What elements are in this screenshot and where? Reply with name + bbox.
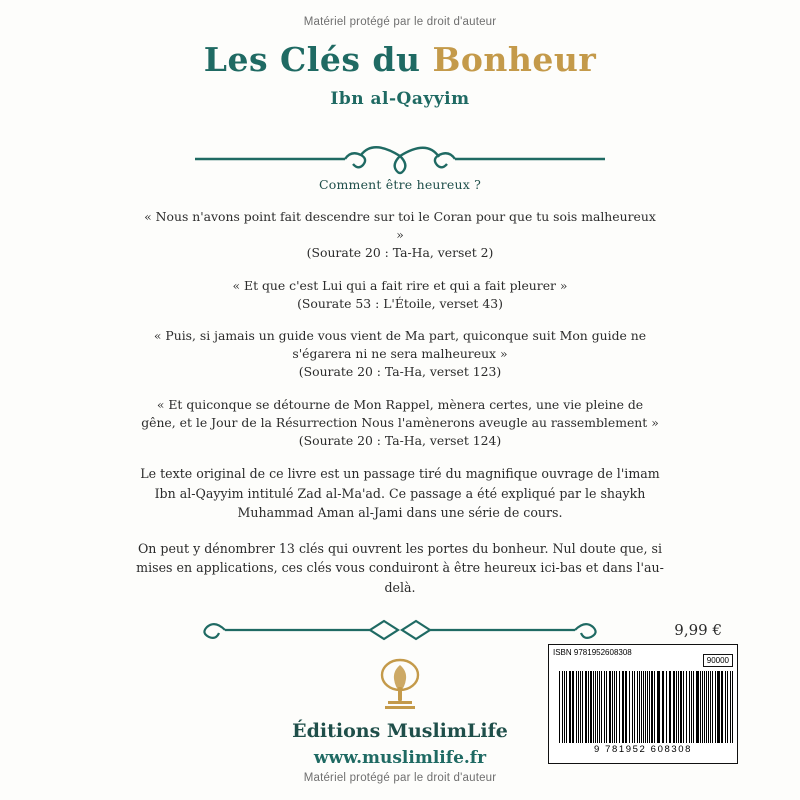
barcode-digits — [553, 744, 733, 755]
description-paragraphs — [135, 464, 665, 597]
paragraph: Le texte original de ce livre est un passage tiré du magnifique ouvrage de l'imam Ibn al-Qayyim intitulé Zad al-Ma'ad. Ce passage a été expliqué par le shaykh Muhammad Aman al-Jami dans une série de cours. — [140, 466, 660, 521]
barcode-digit-left: 9 — [594, 744, 601, 755]
copyright-notice-bottom: Matériel protégé par le droit d'auteur — [303, 772, 497, 784]
quote-item — [140, 277, 660, 314]
page-title-part1: Les Clés du — [203, 40, 433, 79]
barcode — [548, 644, 738, 764]
quote-reference: (Sourate 20 : Ta-Ha, verset 124) — [298, 432, 502, 448]
ornamental-divider-bottom-icon — [185, 613, 615, 647]
price-label: 9,99 € — [674, 621, 722, 639]
isbn-label: ISBN 9781952608308 — [553, 648, 632, 657]
publisher-name: Éditions MuslimLife — [292, 720, 508, 743]
quote-text: « Et que c'est Lui qui a fait rire et qui a fait pleurer » — [232, 277, 568, 293]
quote-text: « Nous n'avons point fait descendre sur toi le Coran pour que tu sois malheureux » — [144, 209, 656, 242]
quote-item — [140, 208, 660, 263]
quotes-list — [140, 208, 660, 450]
quote-reference: (Sourate 20 : Ta-Ha, verset 123) — [298, 364, 502, 380]
barcode-bars — [553, 671, 733, 743]
quote-item — [140, 396, 660, 451]
quote-text: « Puis, si jamais un guide vous vient de Ma part, quiconque suit Mon guide ne s'égarera ni ne sera malheureux » — [153, 328, 647, 362]
barcode-digit-group: 781952 608308 — [605, 744, 692, 755]
ornamental-divider-top-icon — [185, 135, 615, 175]
quote-text: « Et quiconque se détourne de Mon Rappel, mènera certes, une vie pleine de gêne, et le Jour de la Résurrection Nous l'amènerons aveugle au rassemblement » — [141, 396, 659, 430]
page-title-part2: Bonheur — [432, 40, 597, 79]
page-title — [0, 40, 800, 79]
subtitle: Comment être heureux ? — [318, 177, 482, 192]
ean5-supplement: 90000 — [703, 654, 733, 667]
publisher-website[interactable]: www.muslimlife.fr — [313, 748, 487, 769]
author-name: Ibn al-Qayyim — [330, 89, 470, 109]
paragraph: On peut y dénombrer 13 clés qui ouvrent les portes du bonheur. Nul doute que, si mises en applications, ces clés vous conduiront à être heureux ici-bas et dans l'au-delà. — [136, 540, 664, 595]
quote-reference: (Sourate 53 : L'Étoile, verset 43) — [297, 295, 503, 311]
quote-item — [140, 327, 660, 382]
tree-logo-icon — [374, 657, 426, 711]
copyright-notice-top: Matériel protégé par le droit d'auteur — [303, 16, 497, 28]
quote-reference: (Sourate 20 : Ta-Ha, verset 2) — [306, 244, 494, 260]
